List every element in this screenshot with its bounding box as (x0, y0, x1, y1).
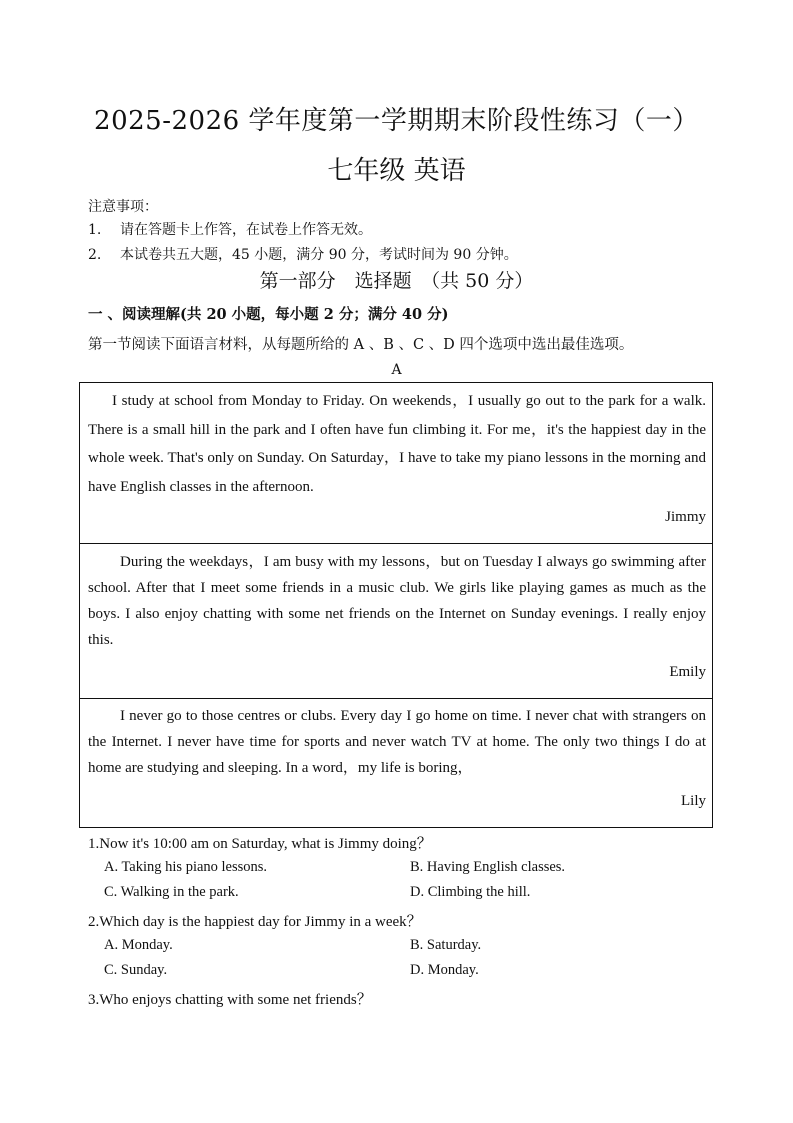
exam-title: 2025-2026 学年度第一学期期末阶段性练习（一） (94, 106, 699, 136)
passage-box-lily (79, 698, 713, 828)
notes-heading: 注意事项： (88, 199, 158, 215)
note-text: 本试卷共五大题，45 小题，满分 90 分，考试时间为 90 分钟。 (120, 247, 518, 263)
part-heading: 第一部分 选择题 （共 50 分） (259, 270, 534, 292)
passage-text: I study at school from Monday to Friday. On weekends，I usually go out to the park for a walk. There is a small hill in the park and I often have fun climbing it. For me，it's the happiest day in the whole week. That's only on Sunday. On Saturday，I have to take my piano lessons in the morning and have English classes in the afternoon. (88, 393, 706, 495)
option-c: C. Walking in the park. (104, 884, 239, 900)
note-number: 1. (88, 222, 102, 238)
option-d: D. Climbing the hill. (410, 884, 531, 900)
section-heading: 一 、阅读理解(共 20 小题，每小题 2 分；满分 40 分) (88, 306, 449, 323)
option-c: C. Sunday. (104, 962, 168, 978)
exam-subtitle: 七年级 英语 (327, 156, 466, 186)
note-item (88, 244, 518, 264)
passage-signature: Emily (669, 664, 706, 680)
question-stem: 1.Now it's 10:00 am on Saturday, what is Jimmy doing？ (88, 836, 432, 852)
passage-text: I never go to those centres or clubs. Every day I go home on time. I never chat with strangers on the Internet. I never have time for sports and never watch TV at home. The only two things I do at home are studying and sleeping. In a word，my life is boring， (88, 708, 706, 776)
passage-letter: A (391, 362, 402, 378)
section-directions: 第一节阅读下面语言材料，从每题所给的 A 、B 、C 、D 四个选项中选出最佳选项。 (88, 337, 634, 353)
passage-text: During the weekdays，I am busy with my lessons，but on Tuesday I always go swimming after school. After that I meet some friends in a music club. We girls like playing games as much as the boys. I also enjoy chatting with some net friends on the Internet on Sunday evenings. I really enjoy this. (88, 554, 706, 648)
question-stem: 2.Which day is the happiest day for Jimmy in a week？ (88, 914, 422, 930)
note-number: 2. (88, 247, 102, 263)
option-a: A. Taking his piano lessons. (104, 859, 268, 875)
option-b: B. Having English classes. (410, 859, 566, 875)
option-b: B. Saturday. (410, 937, 482, 953)
note-text: 请在答题卡上作答，在试卷上作答无效。 (120, 222, 372, 238)
passage-box-jimmy (79, 382, 713, 544)
passage-box-emily (79, 543, 713, 699)
passage-signature: Jimmy (665, 509, 706, 525)
option-d: D. Monday. (410, 962, 479, 978)
question-stem: 3.Who enjoys chatting with some net friends？ (88, 992, 372, 1008)
passage-signature: Lily (681, 793, 706, 809)
note-item (88, 219, 372, 239)
option-a: A. Monday. (104, 937, 173, 953)
